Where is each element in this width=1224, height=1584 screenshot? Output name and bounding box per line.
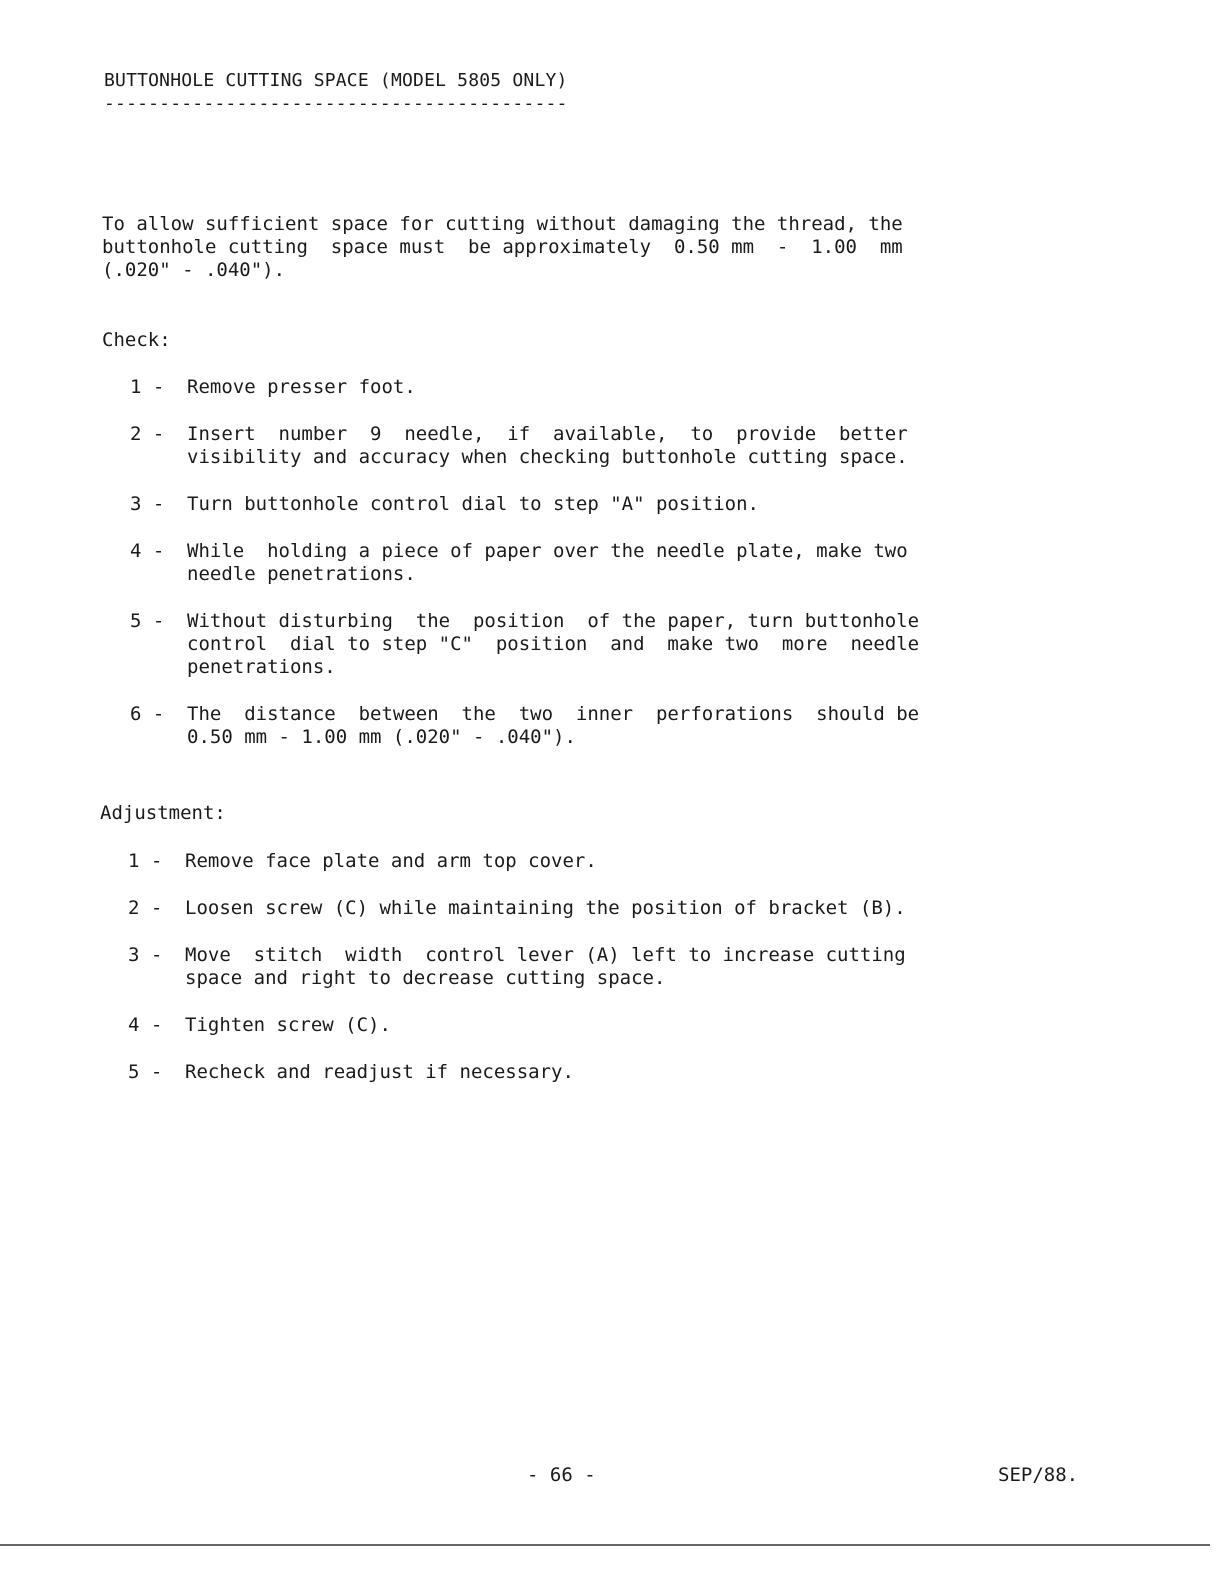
step-text: Insert number 9 needle, if available, to provide better visibility and accuracy when checking buttonhole cutting space. (187, 423, 908, 468)
intro-paragraph: To allow sufficient space for cutting without damaging the thread, the buttonhole cutting space must be approximately 0.50 mm - 1.00 mm (.020" - .040"). (102, 213, 903, 281)
step-number: 5 - (128, 1061, 163, 1083)
adjustment-step (128, 1014, 906, 1037)
check-step (130, 376, 919, 399)
step-number: 2 - (130, 423, 165, 445)
adjustment-heading: Adjustment: (100, 802, 226, 824)
step-number: 1 - (128, 850, 163, 872)
check-heading: Check: (102, 329, 171, 351)
check-step (130, 493, 919, 516)
step-number: 3 - (130, 493, 165, 515)
step-number: 4 - (130, 540, 165, 562)
step-number: 1 - (130, 376, 165, 398)
adjustment-step (128, 897, 906, 920)
step-number: 2 - (128, 897, 163, 919)
step-number: 5 - (130, 610, 165, 632)
page-title: BUTTONHOLE CUTTING SPACE (MODEL 5805 ONLY) (104, 70, 568, 91)
step-number: 4 - (128, 1014, 163, 1036)
check-step (130, 540, 919, 586)
title-underline: ------------------------------------------ (104, 93, 568, 114)
adjustment-step (128, 944, 906, 990)
page-number: - 66 - (527, 1464, 596, 1486)
step-text: Loosen screw (C) while maintaining the position of bracket (B). (185, 897, 906, 919)
step-text: Remove presser foot. (187, 376, 416, 398)
step-text: The distance between the two inner perforations should be 0.50 mm - 1.00 mm (.020" - .040"). (187, 703, 920, 748)
step-text: Tighten screw (C). (185, 1014, 391, 1036)
adjustment-step (128, 850, 906, 873)
step-text: Recheck and readjust if necessary. (185, 1061, 574, 1083)
step-number: 6 - (130, 703, 165, 725)
step-text: While holding a piece of paper over the needle plate, make two needle penetrations. (187, 540, 908, 585)
check-steps-list (130, 376, 919, 773)
step-text: Remove face plate and arm top cover. (185, 850, 597, 872)
footer-date: SEP/88. (998, 1464, 1079, 1486)
step-text: Turn buttonhole control dial to step "A" position. (187, 493, 759, 515)
adjustment-step (128, 1061, 906, 1084)
check-step (130, 703, 919, 749)
check-step (130, 610, 919, 679)
adjustment-steps-list (128, 850, 906, 1108)
step-text: Without disturbing the position of the paper, turn buttonhole control dial to step "C" position and make two more needle penetrations. (187, 610, 920, 678)
step-number: 3 - (128, 944, 163, 966)
bottom-rule (0, 1544, 1210, 1546)
check-step (130, 423, 919, 469)
step-text: Move stitch width control lever (A) left to increase cutting space and right to decrease cutting space. (185, 944, 906, 989)
